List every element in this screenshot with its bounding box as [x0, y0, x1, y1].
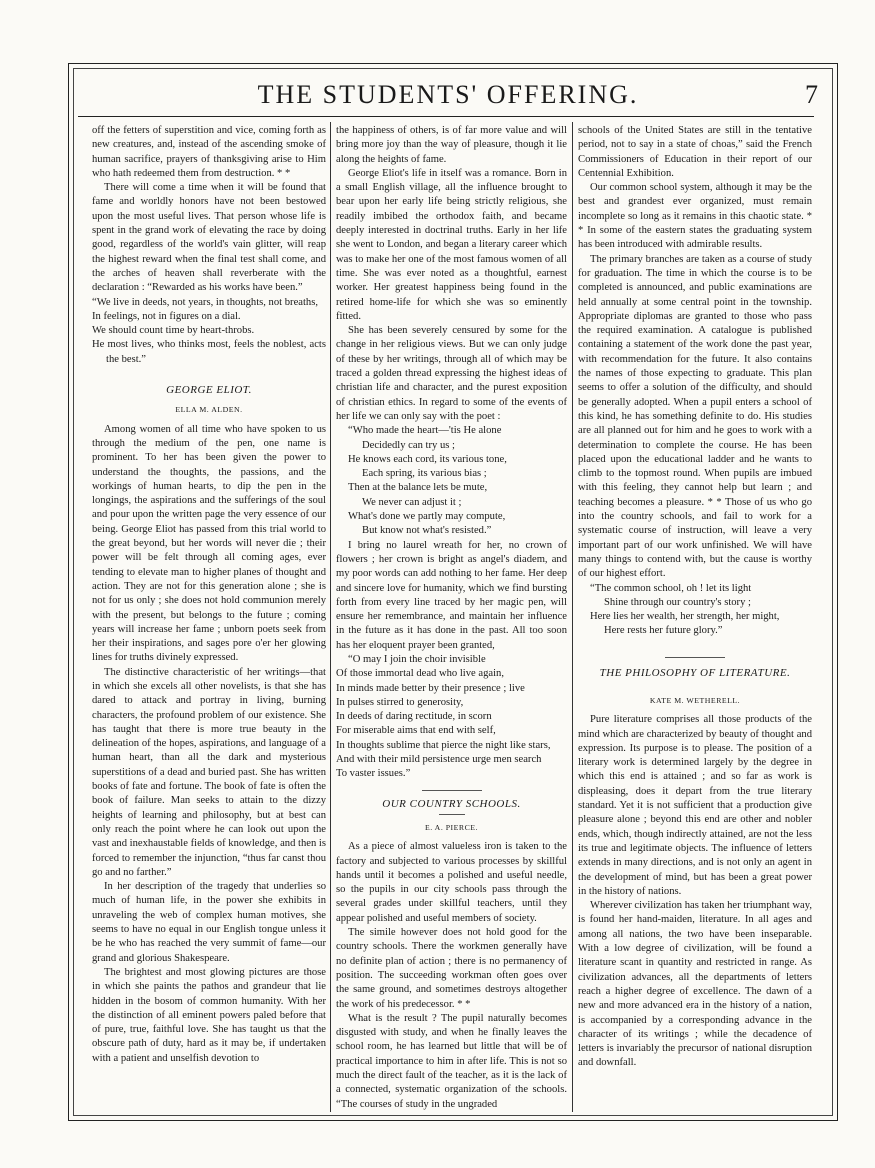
poem-line: To vaster issues.” [336, 768, 411, 780]
poem-line: In deeds of daring rectitude, in scorn [336, 711, 492, 723]
poem-line: Each spring, its various bias ; [362, 468, 487, 480]
poem-line: Here rests her future glory.” [604, 625, 723, 637]
article-heading-philosophy-of-literature: THE PHILOSOPHY OF LITERATURE. [599, 666, 791, 679]
poem-line: Decidedly can try us ; [362, 439, 455, 451]
masthead [78, 80, 818, 114]
article-byline: E. A. PIERCE. [424, 822, 479, 832]
paragraph: There will come a time when it will be found that fame and worldly honors have not been bestowed upon the most useful lives. That person whose life is spent in the grand work of elevating the race by doing good, regardless of the world's vain glitter, will reap the highest reward when the final test shall come, and the arches of heaven shall reverberate with the declaration : “Rewarded as his works have been.” [92, 182, 326, 294]
poem-line: Of those immortal dead who live again, [336, 668, 504, 680]
paragraph: The primary branches are taken as a course of study for graduation. The time in which the course is to be completed is announced, and public examinations are held annually at some central point in the township. Appropriate diplomas are granted to those who pass the required examination. A catalogue is published containing a statement of the work done the past year, with recommendation for the future. It also contains the names of those expecting to graduate. This plan seems to offer a solution of the difficulty, and should be generally adopted. When a pupil enters a school of this kind, he has something definite to do. His studies are all planned out for him and he goes to work with a determination to complete the course. He has been placed upon the educational ladder and he wants to climb to the topmost round. When pupils are imbued with this feeling, they cannot help but learn ; and teaching becomes a pleasure. * * Those of us who go into the country schools, and fail to work for a systematic course of instruction, will leave a very important part of our work unfinished. We will have many things to contend with, but the cause is worthy of our highest effort. [578, 253, 812, 580]
paragraph: She has been severely censured by some for the change in her religious views. But we can only judge of these by her writings, through all of which may be traced a golden thread expressing the highest ideas of christian life and character, and the purest exposition of christian ethics. In regard to some of the events of her life we can only say with the poet : [336, 325, 567, 422]
poem-line: He knows each cord, its various tone, [348, 453, 507, 465]
article-heading-george-eliot: GEORGE ELIOT. [166, 384, 252, 397]
article-heading-country-schools: OUR COUNTRY SCHOOLS. [382, 797, 521, 810]
paragraph: The brightest and most glowing pictures are those in which she paints the pathos and grandeur that lie hidden in the bosom of common humanity. With her the distinction of all eminent powers paled before that of pure, true, faithful love. She has taught us that the obscure path of duty, hard as it may be, if undertaken with a patient and unselfish devotion to [92, 966, 326, 1064]
paragraph: Our common school system, although it may be the best and grandest ever organized, must remain incomplete so long as it remains in this chaotic state. * * In some of the eastern states the graduating system has been introduced with admirable results. [578, 182, 812, 251]
column-2 [336, 124, 567, 1112]
poem-line: Then at the balance lets be mute, [348, 482, 488, 494]
column-divider-1 [330, 122, 331, 1112]
poem-line: What's done we partly may compute, [348, 511, 506, 523]
paragraph: As a piece of almost valueless iron is taken to the factory and subjected to various processes by skillful hands until it becomes a polished and useful needle, so the pupils in our city schools pass through the several grades under skillful teachers, until they appear polished and useful members of society. [336, 841, 567, 924]
poem-line: Shine through our country's story ; [604, 596, 751, 608]
page-number: 7 [805, 80, 818, 109]
poem-line: We should count time by heart-throbs. [92, 325, 255, 337]
paragraph: Pure literature comprises all those products of the mind which are characterized by beauty of thought and expression. Its purpose is to please. The position of a literary work is determined largely by the degree in which this end is attained ; and so far as work is displeasing, does it depart from the true literary standard. Yet it is not sufficient that a production give pleasure alone ; beyond this end are other and nobler ends, which, though indirectly attained, are not the less its true and legitimate objects. The influence of letters extends in many directions, and is not only an agent in the development of mind, but has been a great power in the history of nations. [578, 714, 812, 897]
poem-line: In thoughts sublime that pierce the night like stars, [336, 739, 551, 751]
poem-line: “O may I join the choir invisible [348, 653, 486, 665]
paragraph: I bring no laurel wreath for her, no crown of flowers ; her crown is bright as angel's diadem, and my poor words can add nothing to her fame. Her deep and sincere love for humanity, which we find bursting forth from every line traced by her magic pen, will ensure her remembrance, and maintain her influence in the future as it has done in the past. All too soon has her eloquent prayer been granted, [336, 539, 567, 651]
article-byline: ELLA M. ALDEN. [175, 405, 243, 415]
paragraph: George Eliot's life in itself was a romance. Born in a small English village, all the influence brought to bear upon her early life being strictly religious, she readily imbibed the orthodox faith, and became deeply interested in doctrinal truths. Early in her life she went to London, and began a literary career which was to make her one of the most famous women of all time. She was ever noted as a thoughtful, earnest worker. Her greatest happiness being found in the retired home-life for which she was so eminently fitted. [336, 167, 567, 322]
poem-line: “The common school, oh ! let its light [590, 582, 752, 594]
paragraph: In her description of the tragedy that underlies so much of human life, in the power she exhibits in unraveling the web of complex human motives, she seems to have no equal in our English tongue unless it be he who has reached the very summit of fame—our grand and glorious Shakespeare. [92, 881, 326, 964]
newspaper-title: THE STUDENTS' OFFERING. [257, 80, 639, 109]
paragraph: schools of the United States are still in the tentative period, not to say in a state of choas,” said the French Commissioners of Education in their report of our Centennial Exhibition. [578, 125, 812, 179]
paragraph: the happiness of others, is of far more value and will bring more joy than the way of pleasure, though it lie along the heights of fame. [336, 125, 567, 165]
heading-divider [439, 814, 465, 815]
poem-line: We never can adjust it ; [362, 496, 462, 508]
column-3 [578, 124, 812, 1071]
paragraph: What is the result ? The pupil naturally becomes disgusted with study, and when he finally leaves the school room, he has learned but little that will be of practical importance to him in after life. This is not so much the direct fault of the teacher, as it is the lack of a connected, systematic organization of the schools. “The courses of study in the ungraded [336, 1012, 567, 1110]
section-divider [665, 657, 725, 658]
poem-line: He most lives, who thinks most, feels the noblest, acts the best.” [92, 339, 326, 365]
paragraph: The simile however does not hold good for the country schools. There the workmen generally have no definite plan of action ; there is no permanency of position. The succeeding workman often goes over the same ground, and sometimes destroys altogether the work of his predecessor. * * [336, 927, 567, 1010]
poem-line: In minds made better by their presence ; live [336, 682, 525, 694]
column-divider-2 [572, 122, 573, 1112]
paragraph: Among women of all time who have spoken to us through the medium of the pen, one name is prominent. To her has been given the power to understand the thoughts, the passions, and the workings of human hearts, to dip the pen in the longings, the aspirations and the sufferings of the soul and pour upon the written page the very essence of our being. George Eliot has passed from this trial world to the great beyond, but her words will never die ; their power will be felt through all coming ages, ever tending to elevate man to higher planes of thought and action. They are not for this generation alone ; she is not for us only ; she does not hold communion merely with the present, but belongs to the future ; coming years will increase her fame ; unborn poets seek from her their inspirations, and sages pore o'er her glowing lines for truths divinely expressed. [92, 423, 326, 664]
poem-line: But know not what's resisted.” [362, 525, 492, 537]
poem-line: For miserable aims that end with self, [336, 725, 496, 737]
poem-line: In pulses stirred to generosity, [336, 696, 464, 708]
article-byline: KATE M. WETHERELL. [649, 695, 741, 705]
poem-line: In feelings, not in figures on a dial. [92, 310, 241, 322]
poem-line: “We live in deeds, not years, in thoughts, not breaths, [92, 296, 318, 308]
poem-line: And with their mild persistence urge men search [336, 754, 542, 766]
poem-line: Here lies her wealth, her strength, her might, [590, 611, 780, 623]
paragraph: Wherever civilization has taken her triumphant way, is found her hand-maiden, literature. In all ages and among all nations, the two have been inseparable. With a low degree of civilization, will be found a literature scant in quantity and restricted in range. As civilization advances, all the departments of letters reach a higher degree of excellence. The dawn of a new and more advanced era in the history of a nation, is accompanied by a corresponding advance in the character of its writings ; while the decadence of letters is invariably the precursor of national disruption and downfall. [578, 900, 812, 1069]
paragraph: The distinctive characteristic of her writings—that in which she excels all other novelists, is that she has dared to attack and portray in living, burning characters, the profound problem of our existence. She has taught that there is more true beauty in the delineation of the hopes, aspirations, and language of a human heart, than all the dark and mysterious superstitions of a dead and buried past. She has written books of fate and fortune. The book of fate is often the book of failure. Man seeks to attain to the dizzy heights of learning and philosophy, but at best can only reach the point where he can look out upon the vast and inexhaustable fields of knowledge, and then is forced to remember the injunction, “thus far canst thou go and no farther.” [92, 666, 326, 878]
poem-line: “Who made the heart—'tis He alone [348, 425, 502, 437]
paragraph: off the fetters of superstition and vice, coming forth as new creatures, and, instead of the ascending smoke of human sacrifice, prayers of thanksgiving arise to Him who hath redeemed them from destruction. * * [92, 125, 326, 179]
column-1 [92, 124, 326, 1066]
masthead-rule [78, 116, 814, 117]
section-divider [422, 790, 482, 791]
